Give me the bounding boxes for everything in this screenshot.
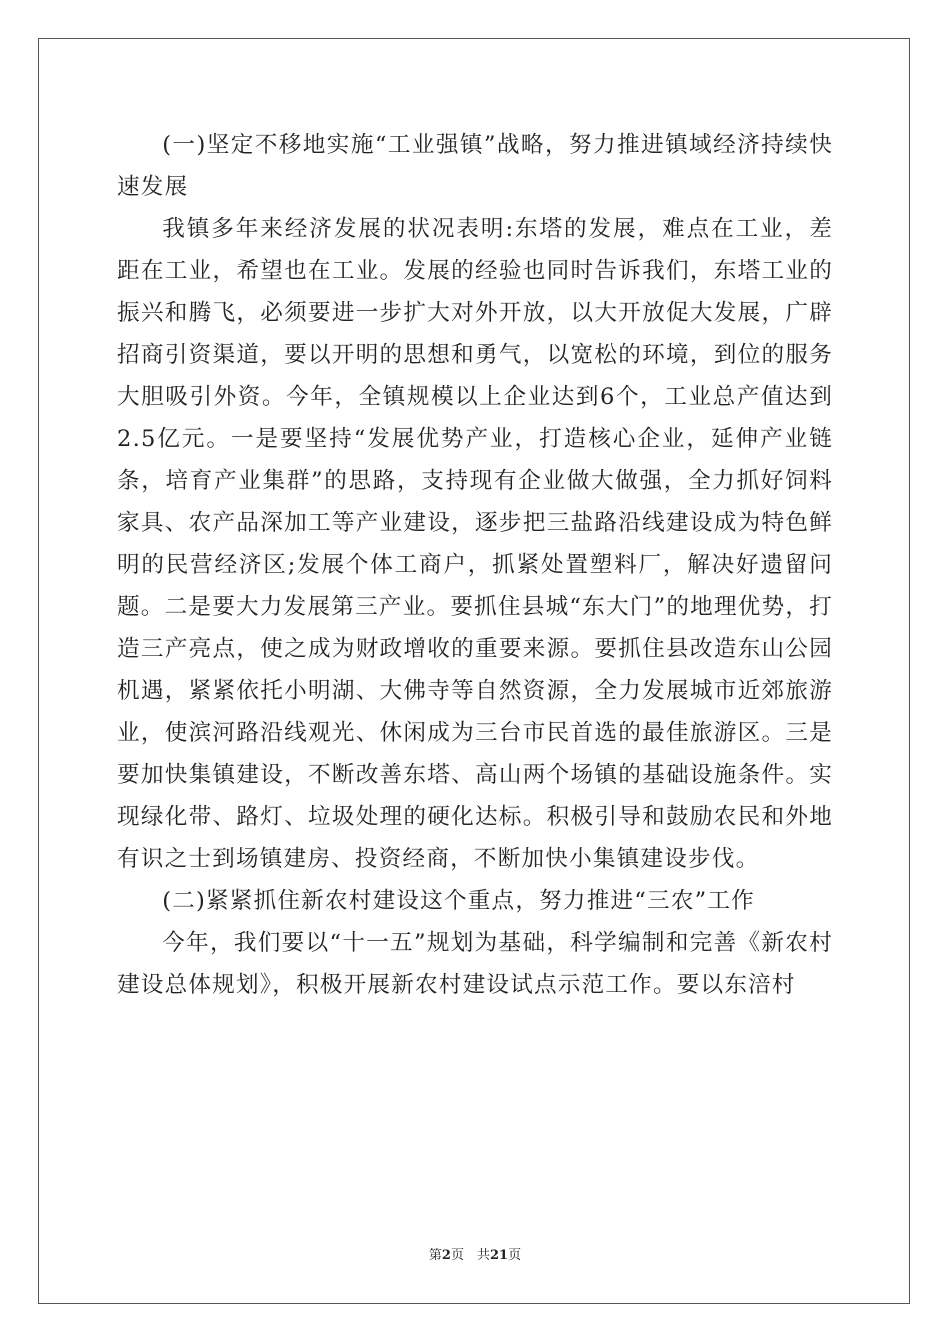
- page-suffix: 页: [508, 1248, 522, 1263]
- page-mid: 页 共: [450, 1248, 490, 1263]
- total-page-count: 21: [489, 1248, 509, 1263]
- page-prefix: 第: [428, 1248, 442, 1263]
- section-heading-1: (一)坚定不移地实施“工业强镇”战略，努力推进镇域经济持续快速发展: [117, 132, 833, 200]
- section-heading-2: (二)紧紧抓住新农村建设这个重点，努力推进“三农”工作: [162, 888, 755, 914]
- document-body: [117, 124, 833, 1006]
- page-footer: [0, 1244, 950, 1263]
- current-page-number: 2: [441, 1248, 451, 1263]
- body-paragraph-2: 今年，我们要以“十一五”规划为基础，科学编制和完善《新农村建设总体规划》，积极开展新农村建设试点示范工作。要以东涪村: [117, 930, 833, 998]
- body-paragraph-1: 我镇多年来经济发展的状况表明:东塔的发展，难点在工业，差距在工业，希望也在工业。发展的经验也同时告诉我们，东塔工业的振兴和腾飞，必须要进一步扩大对外开放，以大开放促大发展，广辟招商引资渠道，要以开明的思想和勇气，以宽松的环境，到位的服务大胆吸引外资。今年，全镇规模以上企业达到6个，工业总产值达到2.5亿元。一是要坚持“发展优势产业，打造核心企业，延伸产业链条，培育产业集群”的思路，支持现有企业做大做强，全力抓好饲料家具、农产品深加工等产业建设，逐步把三盐路沿线建设成为特色鲜明的民营经济区;发展个体工商户，抓紧处置塑料厂，解决好遗留问题。二是要大力发展第三产业。要抓住县城“东大门”的地理优势，打造三产亮点，使之成为财政增收的重要来源。要抓住县改造东山公园机遇，紧紧依托小明湖、大佛寺等自然资源，全力发展城市近郊旅游业，使滨河路沿线观光、休闲成为三台市民首选的最佳旅游区。三是要加快集镇建设，不断改善东塔、高山两个场镇的基础设施条件。实现绿化带、路灯、垃圾处理的硬化达标。积极引导和鼓励农民和外地有识之士到场镇建房、投资经商，不断加快小集镇建设步伐。: [117, 216, 833, 872]
